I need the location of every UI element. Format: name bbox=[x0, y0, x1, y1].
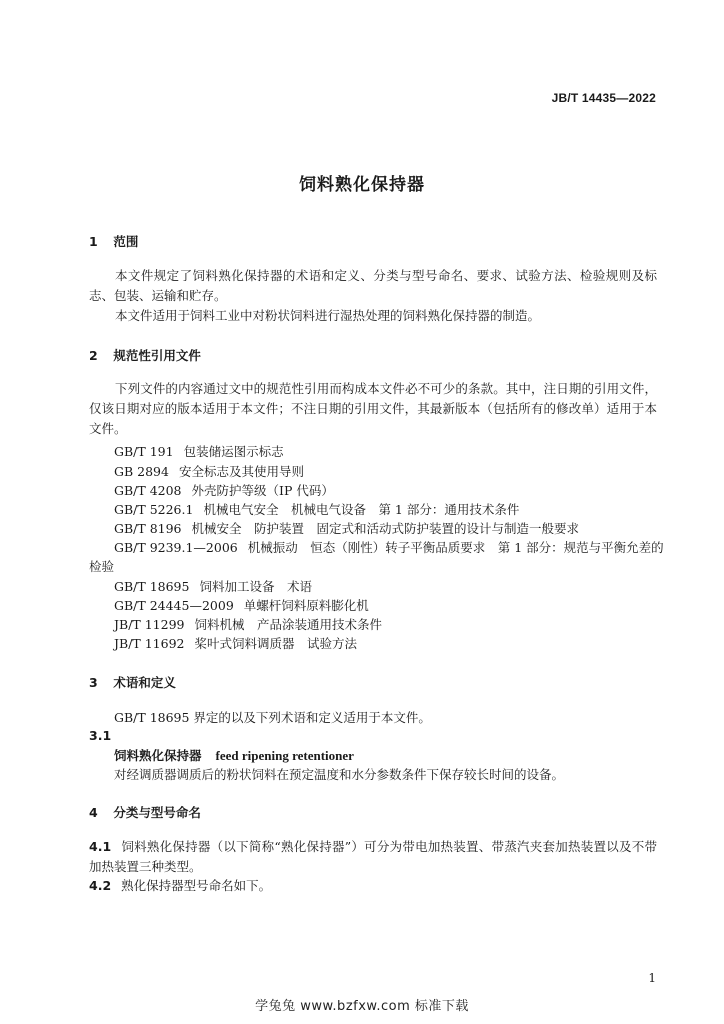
reference-title: 外壳防护等级（IP 代码） bbox=[191, 483, 334, 498]
reference-title: 饲料加工设备 术语 bbox=[199, 579, 312, 594]
standard-code: JB/T 14435—2022 bbox=[551, 91, 656, 105]
term-definition: 对经调质器调质后的粉状饲料在预定温度和水分参数条件下保存较长时间的设备。 bbox=[114, 767, 565, 782]
section-1-heading bbox=[89, 232, 138, 250]
reference-code: GB/T 24445—2009 bbox=[114, 598, 234, 613]
reference-item bbox=[114, 462, 304, 480]
term-entry bbox=[114, 746, 354, 764]
term-chinese: 饲料熟化保持器 bbox=[114, 748, 202, 763]
footer-watermark: 学兔兔 www.bzfxw.com 标准下载 bbox=[255, 999, 469, 1014]
reference-title: 桨叶式饲料调质器 试验方法 bbox=[194, 636, 357, 651]
section-3-intro: GB/T 18695 界定的以及下列术语和定义适用于本文件。 bbox=[114, 710, 431, 725]
section-1-paragraph-1: 本文件规定了饲料熟化保持器的术语和定义、分类与型号命名、要求、试验方法、检验规则及标志、包装、运输和贮存。 bbox=[89, 268, 657, 303]
reference-code: GB/T 9239.1—2006 bbox=[114, 540, 238, 555]
section-2-number: 2 bbox=[89, 348, 98, 363]
section-1-paragraph-2: 本文件适用于饲料工业中对粉状饲料进行湿热处理的饲料熟化保持器的制造。 bbox=[115, 308, 541, 323]
clause-4-2 bbox=[89, 876, 657, 896]
section-1-title: 范围 bbox=[113, 234, 139, 249]
clause-4-2-number: 4.2 bbox=[89, 878, 112, 893]
reference-item bbox=[114, 577, 312, 595]
clause-4-2-text: 熟化保持器型号命名如下。 bbox=[121, 878, 272, 893]
reference-code: GB/T 5226.1 bbox=[114, 502, 194, 517]
reference-code: GB 2894 bbox=[114, 464, 169, 479]
section-3-title: 术语和定义 bbox=[113, 675, 176, 690]
term-number: 3.1 bbox=[89, 728, 112, 743]
reference-title: 机械振动 恒态（刚性）转子平衡品质要求 第 1 部分：规范与平衡允差的 bbox=[247, 540, 664, 555]
section-2-intro: 下列文件的内容通过文中的规范性引用而构成本文件必不可少的条款。其中，注日期的引用文件，仅该日期对应的版本适用于本文件；不注日期的引用文件，其最新版本（包括所有的修改单）适用于本文件。 bbox=[89, 381, 657, 436]
reference-item bbox=[114, 634, 357, 652]
reference-item bbox=[114, 442, 284, 460]
clause-4-1-number: 4.1 bbox=[89, 839, 112, 854]
page-number: 1 bbox=[648, 971, 656, 985]
reference-code: GB/T 18695 bbox=[114, 579, 190, 594]
section-4-number: 4 bbox=[89, 805, 98, 820]
reference-title: 包装储运图示标志 bbox=[183, 444, 284, 459]
reference-title: 机械安全 防护装置 固定式和活动式防护装置的设计与制造一般要求 bbox=[191, 521, 580, 536]
reference-item bbox=[114, 615, 382, 633]
reference-title: 机械电气安全 机械电气设备 第 1 部分：通用技术条件 bbox=[203, 502, 520, 517]
reference-code: GB/T 8196 bbox=[114, 521, 182, 536]
reference-title: 饲料机械 产品涂装通用技术条件 bbox=[194, 617, 382, 632]
reference-code: GB/T 191 bbox=[114, 444, 174, 459]
section-3-number: 3 bbox=[89, 675, 98, 690]
reference-item bbox=[114, 538, 664, 556]
section-1-number: 1 bbox=[89, 234, 98, 249]
section-2-title: 规范性引用文件 bbox=[113, 348, 201, 363]
section-4-heading bbox=[89, 803, 201, 821]
reference-title: 安全标志及其使用导则 bbox=[178, 464, 304, 479]
reference-code: GB/T 4208 bbox=[114, 483, 182, 498]
reference-code: JB/T 11692 bbox=[114, 636, 185, 651]
term-english: feed ripening retentioner bbox=[215, 748, 354, 763]
reference-item bbox=[114, 500, 519, 518]
reference-item bbox=[114, 519, 579, 537]
section-4-title: 分类与型号命名 bbox=[113, 805, 201, 820]
section-3-heading bbox=[89, 673, 176, 691]
reference-title: 单螺杆饲料原料膨化机 bbox=[243, 598, 369, 613]
reference-item bbox=[114, 481, 334, 499]
clause-4-1-text: 饲料熟化保持器（以下简称“熟化保持器”）可分为带电加热装置、带蒸汽夹套加热装置以及不带加热装置三种类型。 bbox=[89, 839, 657, 874]
section-2-heading bbox=[89, 346, 201, 364]
clause-4-1 bbox=[89, 837, 657, 877]
reference-code: JB/T 11299 bbox=[114, 617, 185, 632]
reference-item bbox=[114, 596, 369, 614]
document-title: 饲料熟化保持器 bbox=[299, 175, 425, 195]
reference-continuation: 检验 bbox=[89, 559, 115, 574]
